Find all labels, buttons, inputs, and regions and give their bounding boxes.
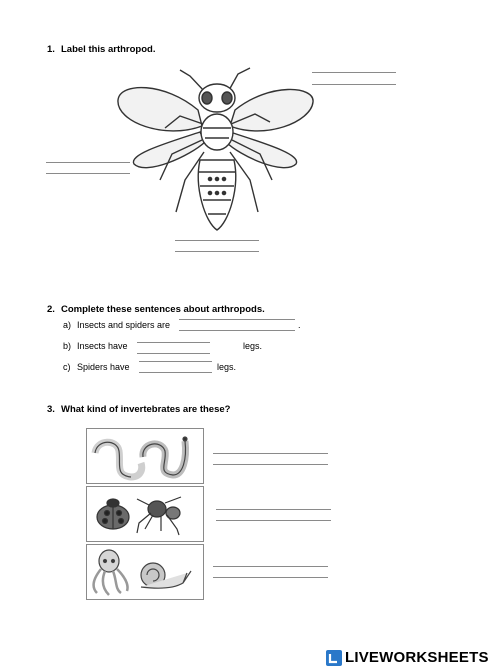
- wasp-drawing: [110, 62, 320, 237]
- question-3-number: 3.: [47, 404, 55, 415]
- question-3-title: [47, 404, 230, 415]
- sentence-a-answer-line-2[interactable]: [179, 330, 295, 331]
- answer-line-octopus-2[interactable]: [213, 577, 328, 578]
- sentence-b-text: Insects have: [77, 341, 128, 351]
- label-line-top-right-1[interactable]: [312, 72, 396, 73]
- label-line-bottom-2[interactable]: [175, 251, 259, 252]
- question-3-text: What kind of invertebrates are these?: [61, 404, 231, 415]
- sentence-a: [63, 320, 170, 330]
- question-2-number: 2.: [47, 304, 55, 315]
- sentence-c-answer-line[interactable]: [139, 361, 212, 362]
- sentence-b-letter: b): [63, 341, 72, 351]
- liveworksheets-logo-icon: [326, 650, 342, 666]
- sentence-b-answer-line[interactable]: [137, 342, 210, 343]
- label-line-left-1[interactable]: [46, 162, 130, 163]
- question-2-title: [47, 304, 265, 315]
- question-1-text: Label this arthropod.: [61, 44, 156, 55]
- sentence-b-end: legs.: [243, 341, 263, 351]
- sentence-c-end: legs.: [217, 362, 237, 372]
- octopus-snail-illustration: [87, 545, 203, 599]
- sentence-b: [63, 341, 128, 351]
- sentence-c-text: Spiders have: [77, 362, 130, 372]
- answer-line-worms-2[interactable]: [213, 464, 328, 465]
- sentence-a-letter: a): [63, 320, 72, 330]
- answer-line-worms-1[interactable]: [213, 453, 328, 454]
- answer-line-ladybird-1[interactable]: [216, 509, 331, 510]
- label-line-top-right-2[interactable]: [312, 84, 396, 85]
- sentence-a-end: .: [298, 320, 301, 330]
- sentence-c-answer-line-2[interactable]: [139, 372, 212, 373]
- worms-picture: [86, 428, 204, 484]
- sentence-a-text: Insects and spiders are: [77, 320, 171, 330]
- answer-line-octopus-1[interactable]: [213, 566, 328, 567]
- sentence-c-letter: c): [63, 362, 71, 372]
- question-1-number: 1.: [47, 44, 55, 55]
- sentence-a-answer-line[interactable]: [179, 319, 295, 320]
- question-2-text: Complete these sentences about arthropods.: [61, 304, 265, 315]
- sentence-b-answer-line-2[interactable]: [137, 353, 210, 354]
- question-1-title: [47, 44, 155, 55]
- sentence-c: [63, 362, 130, 372]
- label-line-bottom-1[interactable]: [175, 240, 259, 241]
- answer-line-ladybird-2[interactable]: [216, 520, 331, 521]
- ladybird-spider-illustration: [87, 487, 203, 541]
- octopus-snail-picture: [86, 544, 204, 600]
- ladybird-spider-picture: [86, 486, 204, 542]
- liveworksheets-brand: LIVEWORKSHEETS: [345, 649, 489, 666]
- label-line-left-2[interactable]: [46, 173, 130, 174]
- worms-illustration: [87, 429, 203, 483]
